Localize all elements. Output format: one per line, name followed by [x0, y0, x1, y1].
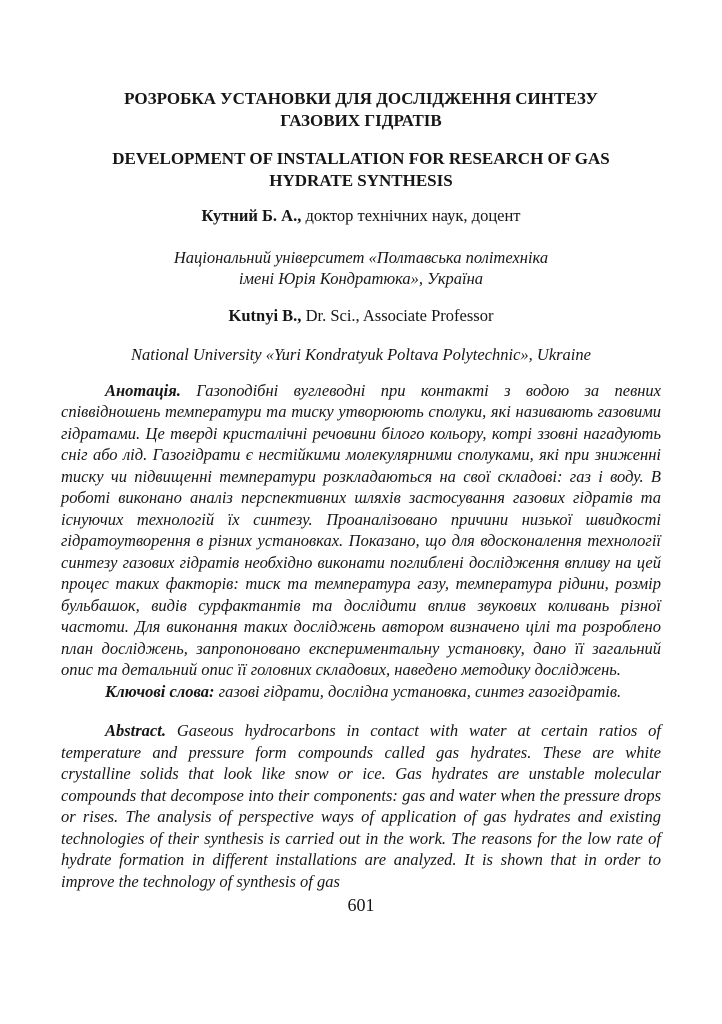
author-ukrainian — [61, 205, 661, 227]
page-number: 601 — [347, 895, 375, 915]
affiliation-english-line: National University «Yuri Kondratyuk Poltava Polytechnic», Ukraine — [131, 345, 591, 364]
title-ukrainian-line2: ГАЗОВИХ ГІДРАТІВ — [280, 111, 442, 130]
title-ukrainian-line1: РОЗРОБКА УСТАНОВКИ ДЛЯ ДОСЛІДЖЕННЯ СИНТЕЗУ — [124, 89, 598, 108]
author-english-degree: Dr. Sci., Associate Professor — [305, 305, 494, 325]
abstract-english — [61, 720, 661, 892]
affiliation-ukrainian — [61, 247, 661, 290]
affiliation-english — [61, 344, 661, 366]
title-ukrainian — [61, 88, 661, 132]
abstract-english-label: Abstract. — [105, 721, 166, 740]
abstract-ukrainian-text: Газоподібні вуглеводні при контакті з водою за певних співвідношень температури та тиску утворюють сполуки, які називають газовими гідратами. Це тверді кристалічні речовини білого кольору, котрі ззовні нагадують сніг або лід. Газогідрати є нестійкими молекулярними сполуками, які при зниженні тиску чи підвищенні температури розкладаються на свої складові: газ і воду. В роботі виконано аналіз перспективних шляхів застосування газових гідратів та існуючих технологій їх синтезу. Проаналізовано причини низької швидкості гідратоутворення в різних установках. Показано, що для вдосконалення технології синтезу газових гідратів необхідно виконати поглиблені дослідження впливу на цей процес таких факторів: тиск та температура газу, температура рідини, розмір бульбашок, видів сурфактантів та дослідити вплив звукових коливань різної частоти. Для виконання таких досліджень автором визначено цілі та розроблено план досліджень, запропоновано експериментальну установку, дано її загальний опис та детальний опис її головних складових, наведено методику досліджень. — [61, 380, 661, 679]
keywords-ukrainian-text: газові гідрати, дослідна установка, синтез газогідратів. — [218, 681, 622, 701]
author-ukrainian-degree: доктор технічних наук, доцент — [305, 206, 521, 225]
author-english-name: Kutnyi B., — [228, 305, 302, 325]
title-english-line2: HYDRATE SYNTHESIS — [269, 171, 453, 190]
abstract-ukrainian — [61, 380, 661, 681]
keywords-ukrainian-label: Ключові слова: — [105, 681, 215, 701]
affiliation-ukrainian-line1: Національний університет «Полтавська політехніка — [173, 247, 549, 267]
title-english — [61, 148, 661, 192]
keywords-ukrainian — [61, 681, 661, 703]
abstract-ukrainian-label: Анотація. — [105, 380, 181, 400]
author-english — [61, 305, 661, 327]
title-english-line1: DEVELOPMENT OF INSTALLATION FOR RESEARCH OF GAS — [112, 149, 610, 168]
abstract-english-text: Gaseous hydrocarbons in contact with water at certain ratios of temperature and pressure form compounds called gas hydrates. These are white crystalline solids that look like snow or ice. Gas hydrates are unstable molecular compounds that decompose into their components: gas and water when the pressure drops or rises. The analysis of perspective ways of application of gas hydrates and existing technologies of their synthesis is carried out in the work. The reasons for the low rate of hydrate formation in different installations are analyzed. It is shown that in order to improve the technology of synthesis of gas — [61, 721, 662, 891]
affiliation-ukrainian-line2: імені Юрія Кондратюка», Україна — [238, 269, 484, 288]
author-ukrainian-name: Кутний Б. А., — [201, 206, 302, 225]
